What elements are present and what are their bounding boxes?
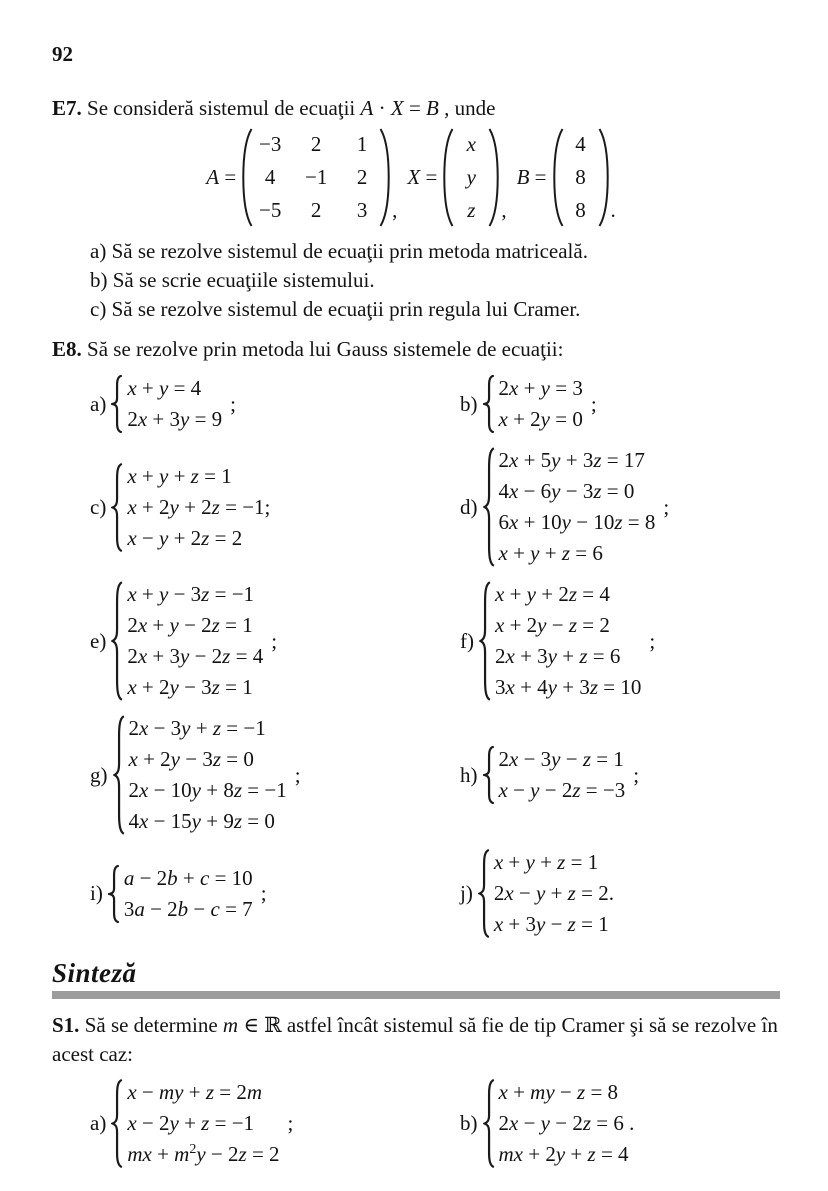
matrix-entry: −5 <box>258 198 282 222</box>
matrix-separator: , <box>501 198 507 222</box>
matrix-name: B = <box>516 165 547 189</box>
right-paren-icon <box>379 128 390 227</box>
equation-stack <box>499 744 626 806</box>
equation: x − my + z = 2m <box>127 1080 263 1104</box>
equation: x + 2y − 3z = 1 <box>127 675 253 699</box>
equation: x + 2y = 0 <box>498 407 583 431</box>
right-paren-icon <box>488 128 499 227</box>
e7-subitem-b: b) Să se scrie ecuaţiile sistemului. <box>90 268 375 292</box>
matrix <box>517 126 626 229</box>
equation-system-c <box>52 461 420 554</box>
equation: 2x + 5y + 3z = 17 <box>498 448 645 472</box>
equation-system-e <box>52 579 420 703</box>
equation: x + y = 4 <box>127 376 202 400</box>
equation-stack <box>127 1077 279 1170</box>
sinteza-section <box>52 958 780 999</box>
left-brace-icon <box>108 865 121 923</box>
equation-system-i <box>52 863 420 925</box>
equation-stack <box>127 461 270 554</box>
matrix-entries <box>253 126 379 229</box>
left-brace-icon <box>483 375 496 433</box>
matrix-entry: −3 <box>258 132 282 156</box>
system-label: i) <box>90 881 103 905</box>
matrix <box>206 126 407 229</box>
matrix-entries <box>454 126 488 229</box>
equation-system-a <box>52 1077 420 1170</box>
equation-stack <box>499 445 656 569</box>
system-label: a) <box>90 391 107 416</box>
equation: 6x + 10y − 10z = 8 <box>498 510 656 534</box>
equation: x + y + 2z = 4 <box>495 582 610 606</box>
exercise-e8-label: E8. <box>52 337 82 361</box>
matrix <box>407 126 516 229</box>
system-label: b) <box>460 1111 478 1135</box>
exercise-s1 <box>52 1011 780 1069</box>
system-punctuation: ; <box>294 762 301 787</box>
equation: 2x + 3y = 9 <box>127 407 223 431</box>
equation: mx + 2y + z = 4 <box>498 1142 629 1166</box>
system-label: g) <box>90 762 108 787</box>
left-brace-icon <box>111 581 124 701</box>
equation: a − 2b + c = 10 <box>123 865 253 890</box>
system-punctuation: ; <box>590 391 597 416</box>
equation: 4x − 15y + 9z = 0 <box>128 809 275 833</box>
equation: 2x + 3y − 2z = 4 <box>127 644 264 668</box>
s1-systems-grid <box>52 1077 780 1170</box>
equation-system-h <box>420 744 780 806</box>
equation-system-a <box>52 373 420 435</box>
system-punctuation: ; <box>260 881 267 905</box>
matrix-entries <box>564 126 598 229</box>
s1-intro-post: astfel încât sistemul să fie de tip Cramer şi să se rezolve în acest caz: <box>52 1013 778 1066</box>
equation-stack <box>127 579 263 703</box>
system-label: a) <box>90 1111 107 1135</box>
left-brace-icon <box>483 1079 496 1168</box>
e7-intro-pre: Se consideră sistemul de ecuaţii <box>87 96 361 120</box>
system-punctuation: ; <box>230 391 237 416</box>
equation: x + 2y − 3z = 0 <box>128 747 254 771</box>
equation-stack <box>499 1077 635 1170</box>
e7-intro-math: A · X = B <box>360 96 439 120</box>
matrix-separator: , <box>392 198 398 222</box>
equation-stack <box>499 373 583 435</box>
left-brace-icon <box>113 715 126 835</box>
left-brace-icon <box>111 1079 124 1168</box>
equation: 2x − 3y − z = 1 <box>498 747 624 771</box>
equation-system-f <box>420 579 780 703</box>
exercise-e8 <box>52 336 780 363</box>
e8-intro: Să se rezolve prin metoda lui Gauss sistemele de ecuaţii: <box>87 337 564 361</box>
matrix-entry: 4 <box>575 132 586 156</box>
system-punctuation: ; <box>633 762 640 787</box>
s1-intro-pre: Să se determine <box>84 1013 223 1037</box>
left-brace-icon <box>111 375 124 433</box>
system-label: d) <box>460 494 478 519</box>
equation-stack <box>127 373 222 435</box>
matrix-entry: x <box>466 132 476 156</box>
equation: x + y + z = 1 <box>493 850 599 874</box>
equation-system-d <box>420 445 780 569</box>
equation: 3x + 4y + 3z = 10 <box>495 675 642 699</box>
equation-system-j <box>420 847 780 940</box>
equation: 3a − 2b − c = 7 <box>123 896 253 921</box>
left-brace-icon <box>483 746 496 804</box>
equation: x − y + 2z = 2 <box>127 525 243 550</box>
left-paren-icon <box>242 128 253 227</box>
matrix-entry: −1 <box>304 165 328 189</box>
matrix-entry: y <box>466 165 476 189</box>
equation: mx + $m^2y - 2z = 2$ <box>127 1142 280 1166</box>
system-label: f) <box>460 628 474 653</box>
equation: 2x − y − 2z = 6 . <box>498 1111 635 1135</box>
equation: 2x − 3y + z = −1 <box>128 716 266 740</box>
equation-system-b <box>420 373 780 435</box>
system-label: j) <box>460 881 473 905</box>
system-punctuation: ; <box>663 494 670 519</box>
equation: 4x − 6y − 3z = 0 <box>498 479 635 503</box>
matrix-entry: 1 <box>356 132 368 156</box>
equation: x + y − 3z = −1 <box>127 582 255 606</box>
equation: x + 3y − z = 1 <box>493 912 609 936</box>
exercise-e7 <box>52 95 780 122</box>
equation: x + 2y − z = 2 <box>495 613 610 637</box>
system-label: h) <box>460 762 478 787</box>
sinteza-heading: Sinteză <box>52 958 137 988</box>
equation: x + y + z = 6 <box>498 541 603 565</box>
matrix-entry: 2 <box>310 132 322 156</box>
system-punctuation: ; <box>287 1111 294 1135</box>
e7-matrix-display <box>52 126 780 229</box>
system-label: b) <box>460 391 478 416</box>
matrix-entry: z <box>467 198 476 222</box>
equation-system-g <box>52 713 420 837</box>
equation: 2x + y = 3 <box>498 376 583 400</box>
equation: 2x + y − 2z = 1 <box>127 613 253 637</box>
sinteza-divider <box>52 991 780 999</box>
e7-subitem-a: a) Să se rezolve sistemul de ecuaţii prin metoda matriceală. <box>90 239 588 263</box>
equation-stack <box>494 847 614 940</box>
left-brace-icon <box>479 581 492 701</box>
left-brace-icon <box>111 463 124 552</box>
left-brace-icon <box>483 447 496 567</box>
equation: x + 2y + 2z = −1; <box>127 494 271 519</box>
left-paren-icon <box>553 128 564 227</box>
system-label: e) <box>90 628 107 653</box>
right-paren-icon <box>598 128 609 227</box>
e7-subitems <box>52 237 780 324</box>
page-number: 92 <box>52 42 73 66</box>
system-punctuation: ; <box>649 628 656 653</box>
left-brace-icon <box>478 849 491 938</box>
equation: 2x − y + z = 2. <box>493 881 614 905</box>
equation-system-b <box>420 1077 780 1170</box>
e8-systems-grid <box>52 373 780 940</box>
e7-intro-post: , unde <box>438 96 496 120</box>
matrix-separator: . <box>610 198 616 222</box>
equation-stack <box>124 863 253 925</box>
e7-subitem-c: c) Să se rezolve sistemul de ecuaţii prin regula lui Cramer. <box>90 297 581 321</box>
system-label: c) <box>90 494 107 519</box>
matrix-entry: 2 <box>310 198 322 222</box>
equation-stack <box>129 713 287 837</box>
matrix-name: X = <box>407 165 438 189</box>
equation: x + my − z = 8 <box>498 1080 619 1104</box>
equation: 2x + 3y + z = 6 <box>495 644 621 668</box>
s1-intro-math: m ∈ ℝ <box>222 1013 282 1037</box>
equation: 2x − 10y + 8z = −1 <box>128 778 287 802</box>
matrix-name: A = <box>206 165 237 189</box>
matrix-entry: 4 <box>264 165 276 189</box>
matrix-entry: 2 <box>356 165 368 189</box>
left-paren-icon <box>443 128 454 227</box>
equation-stack <box>495 579 641 703</box>
equation: x − 2y + z = −1 <box>127 1111 255 1135</box>
exercise-e7-label: E7. <box>52 96 82 120</box>
equation: x − y − 2z = −3 <box>498 778 626 802</box>
matrix-entry: 3 <box>356 198 368 222</box>
system-punctuation: ; <box>271 628 278 653</box>
exercise-s1-label: S1. <box>52 1013 80 1037</box>
equation: x + y + z = 1 <box>127 463 232 488</box>
matrix-entry: 8 <box>575 198 586 222</box>
matrix-entry: 8 <box>575 165 586 189</box>
